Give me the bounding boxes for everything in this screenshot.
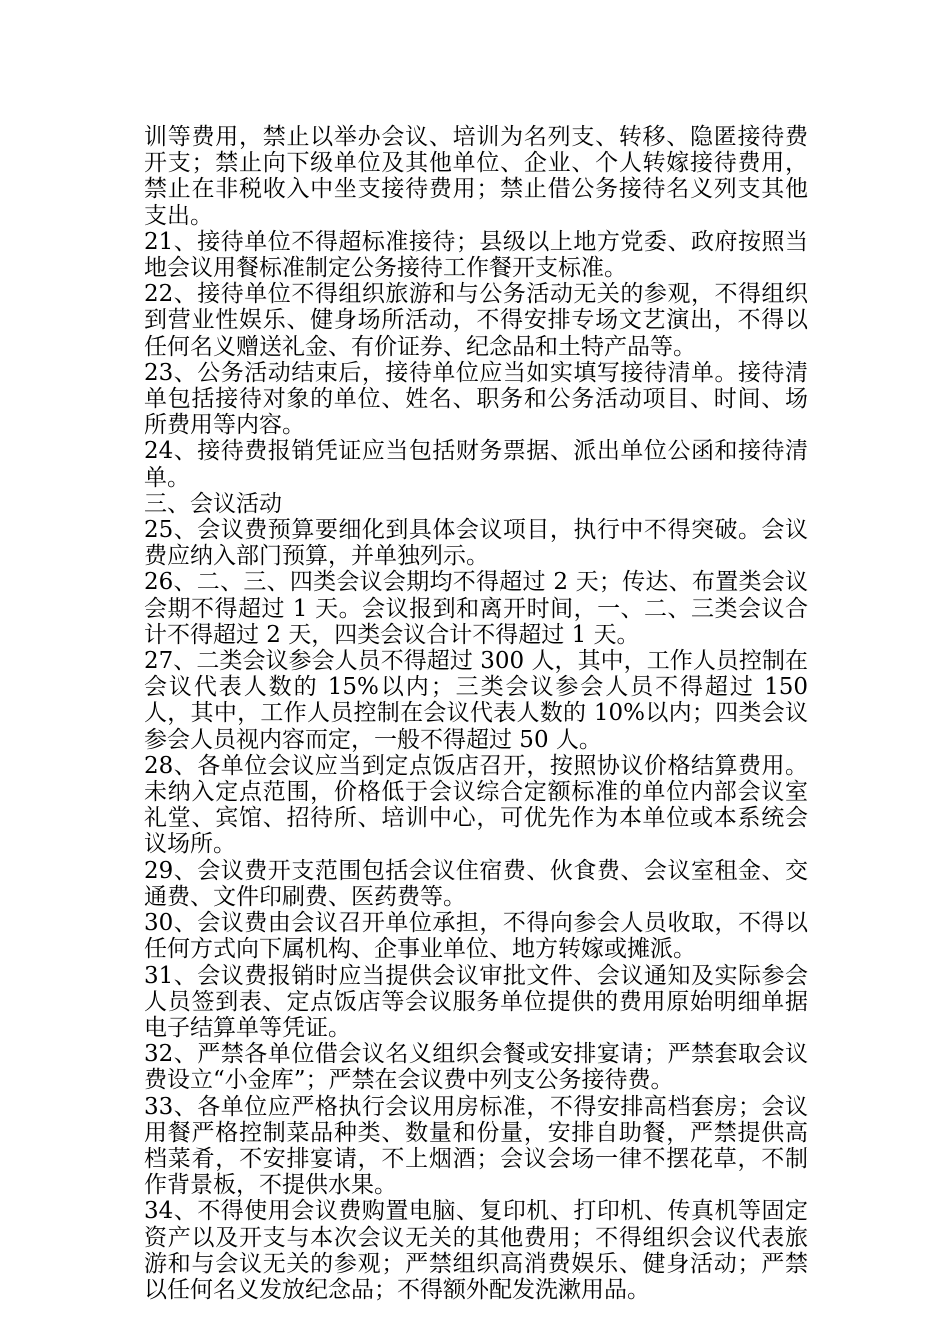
section-heading-meetings: 三、会议活动 <box>144 490 282 517</box>
paragraph-30: 30、会议费由会议召开单位承担，不得向参会人员收取，不得以任何方式向下属机构、企事业单位、地方转嫁或摊派。 <box>144 910 808 963</box>
paragraph-24: 24、接待费报销凭证应当包括财务票据、派出单位公函和接待清单。 <box>144 438 808 491</box>
paragraph-28: 28、各单位会议应当到定点饭店召开，按照协议价格结算费用。未纳入定点范围，价格低于会议综合定额标准的单位内部会议室礼堂、宾馆、招待所、培训中心，可优先作为本单位或本系统会议场所。 <box>144 752 808 858</box>
paragraph-22: 22、接待单位不得组织旅游和与公务活动无关的参观，不得组织到营业性娱乐、健身场所活动，不得安排专场文艺演出，不得以任何名义赠送礼金、有价证券、纪念品和土特产品等。 <box>144 281 808 360</box>
paragraph-continuation: 训等费用，禁止以举办会议、培训为名列支、转移、隐匿接待费开支；禁止向下级单位及其他单位、企业、个人转嫁接待费用，禁止在非税收入中坐支接待费用；禁止借公务接待名义列支其他支出。 <box>144 124 808 229</box>
paragraph-21: 21、接待单位不得超标准接待；县级以上地方党委、政府按照当地会议用餐标准制定公务接待工作餐开支标准。 <box>144 228 808 282</box>
paragraph-31: 31、会议费报销时应当提供会议审批文件、会议通知及实际参会人员签到表、定点饭店等会议服务单位提供的费用原始明细单据电子结算单等凭证。 <box>144 962 808 1041</box>
paragraph-26: 26、二、三、四类会议会期均不得超过 2 天；传达、布置类会议会期不得超过 1 天。会议报到和离开时间，一、二、三类会议合计不得超过 2 天，四类会议合计不得超过 1 天。 <box>144 569 808 648</box>
paragraph-29: 29、会议费开支范围包括会议住宿费、伙食费、会议室租金、交通费、文件印刷费、医药费等。 <box>144 857 808 910</box>
paragraph-27: 27、二类会议参会人员不得超过 300 人，其中，工作人员控制在会议代表人数的 15%以内；三类会议参会人员不得超过 150 人，其中，工作人员控制在会议代表人数的 10%以内；四类会议参会人员视内容而定，一般不得超过 50 人。 <box>144 648 808 753</box>
paragraph-34: 34、不得使用会议费购置电脑、复印机、打印机、传真机等固定资产以及开支与本次会议无关的其他费用；不得组织会议代表旅游和与会议无关的参观；严禁组织高消费娱乐、健身活动；严禁以任何名义发放纪念品；不得额外配发洗漱用品。 <box>144 1198 808 1303</box>
paragraph-25: 25、会议费预算要细化到具体会议项目，执行中不得突破。会议费应纳入部门预算，并单独列示。 <box>144 517 808 570</box>
paragraph-33: 33、各单位应严格执行会议用房标准，不得安排高档套房；会议用餐严格控制菜品种类、数量和份量，安排自助餐，严禁提供高档菜肴，不安排宴请，不上烟酒；会议会场一律不摆花草，不制作背景板，不提供水果。 <box>144 1093 808 1199</box>
document-body <box>144 124 808 1303</box>
paragraph-23: 23、公务活动结束后，接待单位应当如实填写接待清单。接待清单包括接待对象的单位、姓名、职务和公务活动项目、时间、场所费用等内容。 <box>144 359 808 439</box>
paragraph-32: 32、严禁各单位借会议名义组织会餐或安排宴请；严禁套取会议费设立“小金库”；严禁在会议费中列支公务接待费。 <box>144 1041 808 1094</box>
